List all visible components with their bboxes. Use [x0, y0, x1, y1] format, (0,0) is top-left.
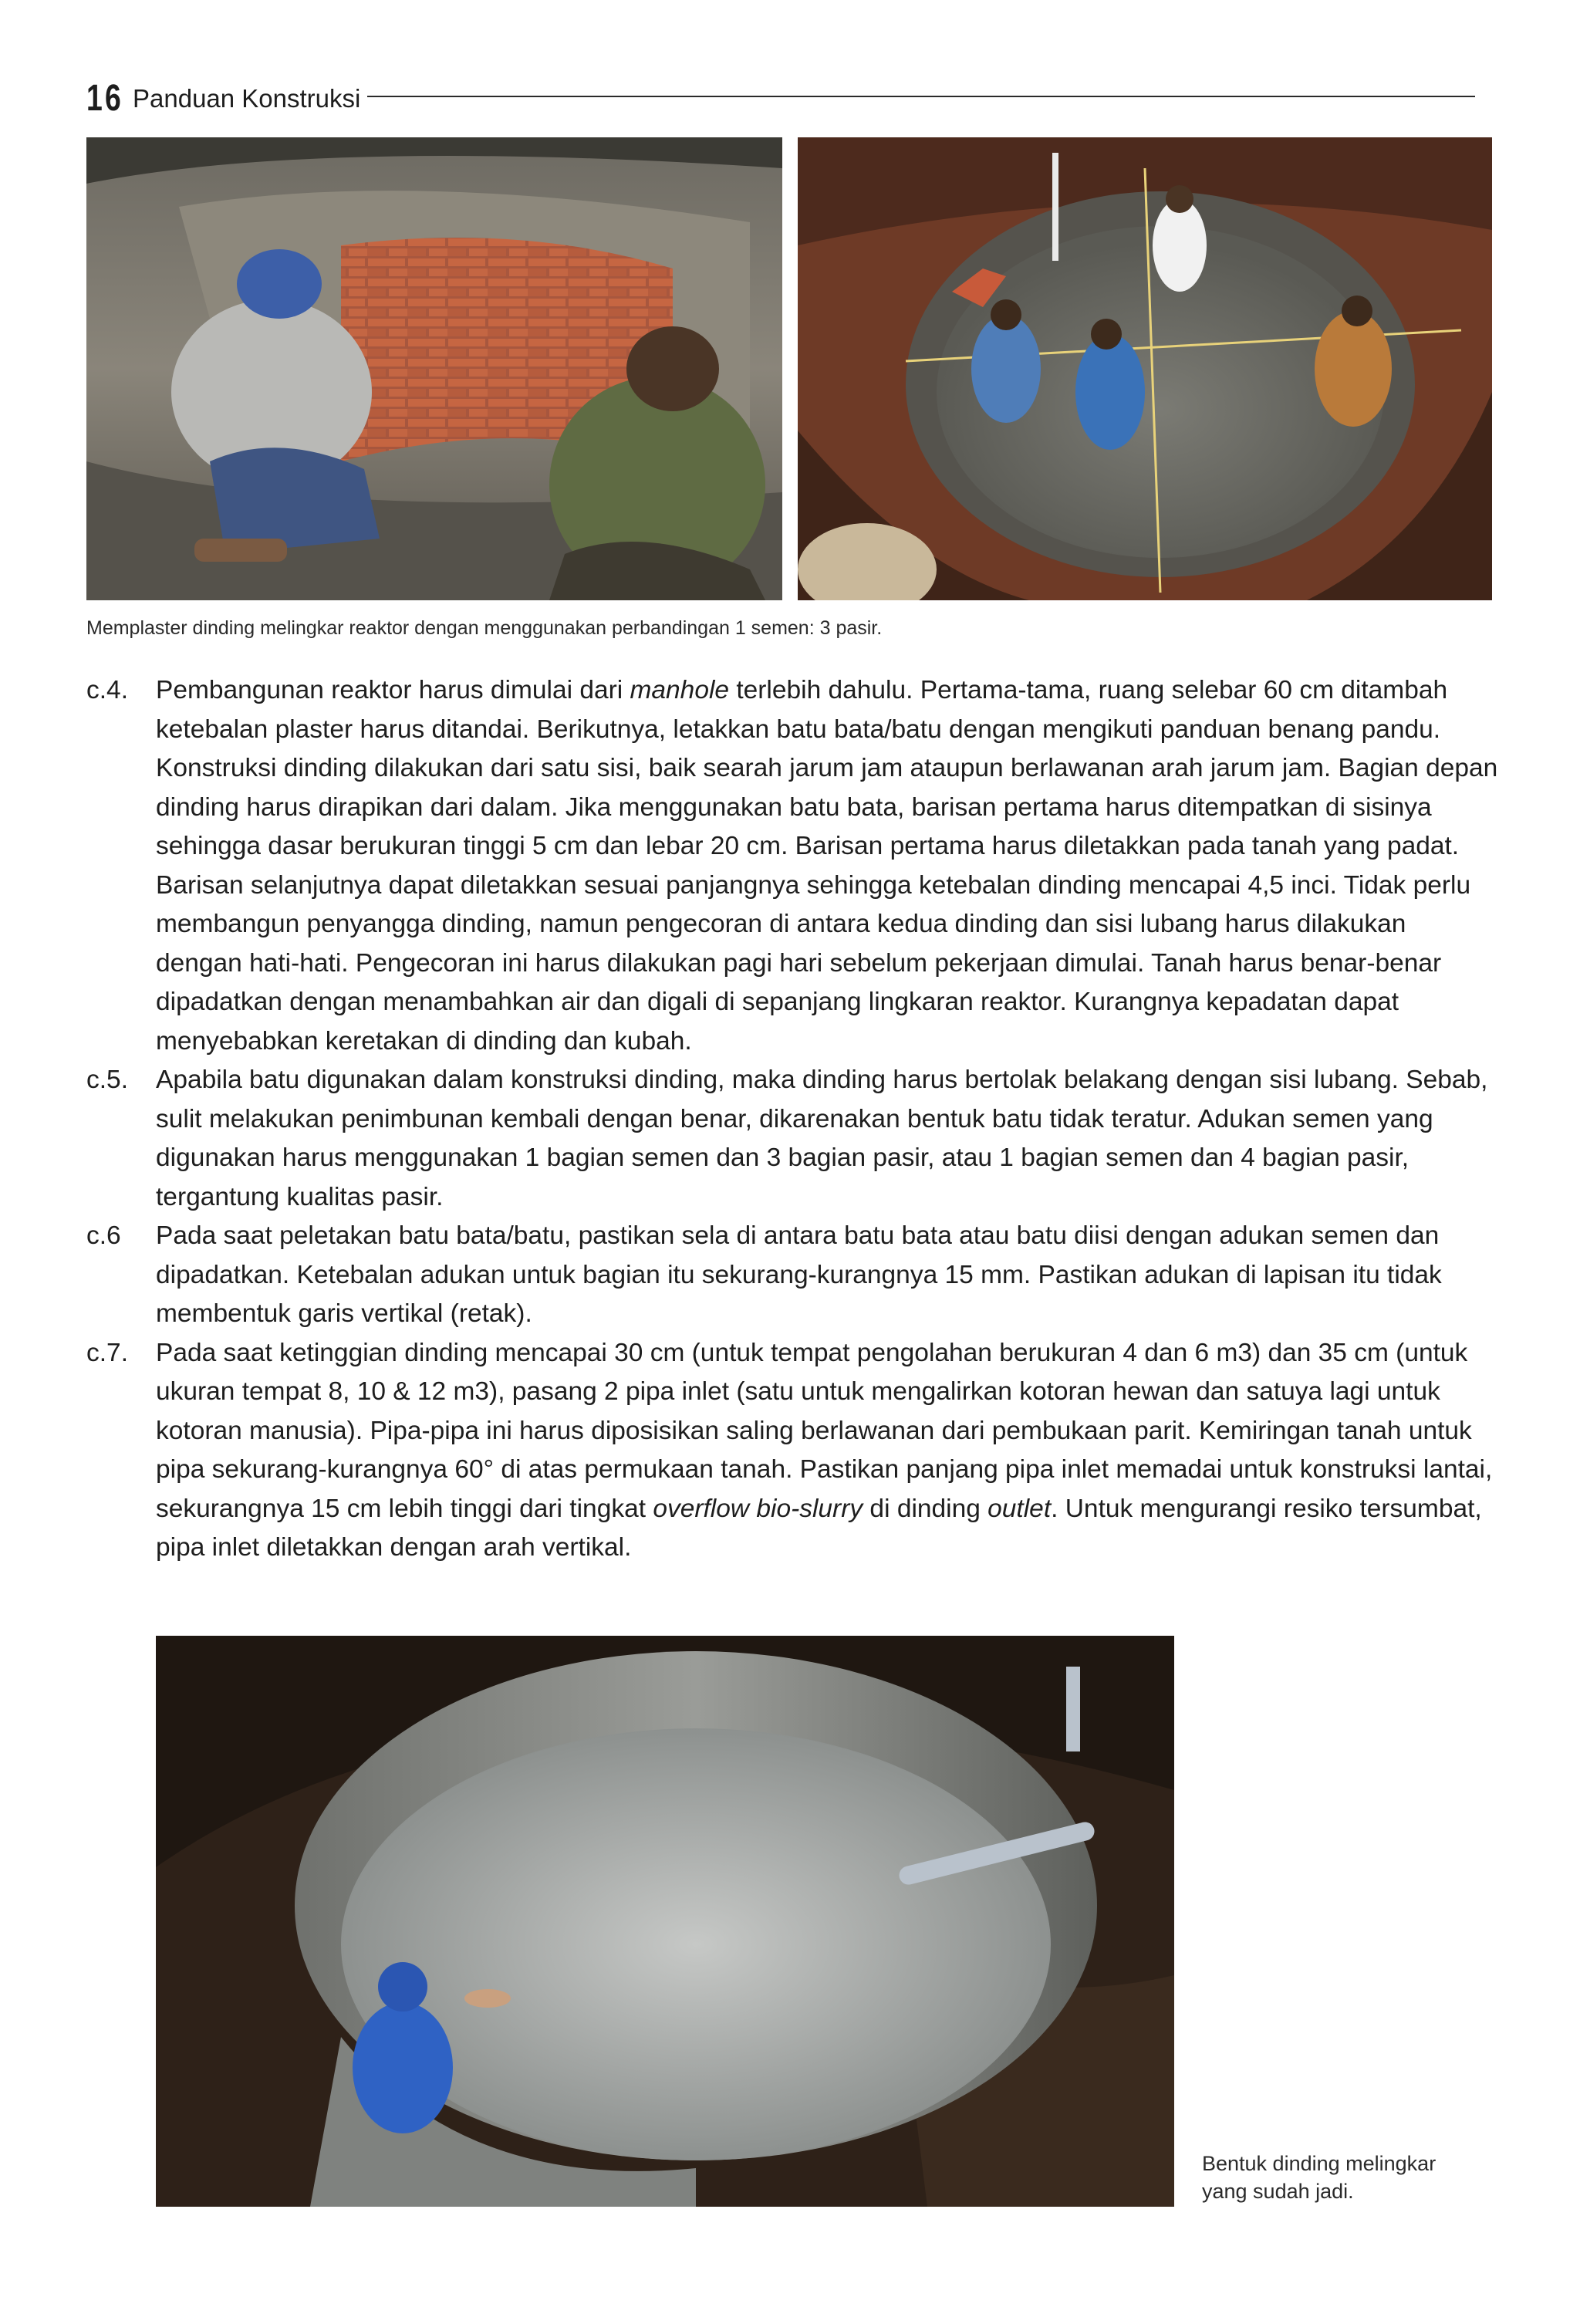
list-item-text	[156, 1217, 1498, 1334]
text-run: di dinding	[863, 1494, 988, 1523]
photo-circular-pit	[798, 137, 1492, 600]
list-item	[86, 1061, 1498, 1217]
text-run: terlebih dahulu. Pertama-tama, ruang selebar 60 cm ditambah ketebalan plaster harus ditandai. Berikutnya, letakkan batu bata/batu dengan mengikuti panduan benang pandu. Konstruksi dinding dilakukan dari satu sisi, baik searah jarum jam ataupun berlawanan arah jarum jam. Bagian depan dinding harus dirapikan dari dalam. Jika menggunakan batu bata, barisan pertama harus ditempatkan di sisinya sehingga dasar berukuran tinggi 5 cm dan lebar 20 cm. Barisan pertama harus diletakkan pada tanah yang padat. Barisan selanjutnya dapat diletakkan sesuai panjangnya sehingga ketebalan dinding mencapai 4,5 inci. Tidak perlu membangun penyangga dinding, namun pengecoran di antara kedua dinding dan sisi lubang harus dilakukan dengan hati-hati. Pengecoran ini harus dilakukan pagi hari sebelum pekerjaan dimulai. Tanah harus benar-benar dipadatkan dengan menambahkan air dan digali di sepanjang lingkaran reaktor. Kurangnya kepadatan dapat menyebabkan keretakan di dinding dan kubah.	[156, 676, 1498, 1056]
photo-plastering-wall	[86, 137, 782, 600]
list-item-number: c.4.	[86, 676, 128, 704]
list-item-number: c.7.	[86, 1338, 128, 1367]
running-title: Panduan Konstruksi	[133, 84, 361, 113]
list-item	[86, 671, 1498, 1061]
text-run: Pembangunan reaktor harus dimulai dari	[156, 676, 630, 704]
photo-caption-top: Memplaster dinding melingkar reaktor dengan menggunakan perbandingan 1 semen: 3 pasir.	[86, 617, 883, 639]
photo-finished-circular-wall	[156, 1636, 1174, 2207]
list-item-text	[156, 671, 1498, 1061]
running-header	[86, 77, 1475, 123]
header-rule	[367, 96, 1475, 97]
text-run: Pada saat ketinggian dinding mencapai 30 cm (untuk tempat pengolahan berukuran 4 dan 6 m3) dan 35 cm (untuk ukuran tempat 8, 10 & 12 m3), pasang 2 pipa inlet (satu untuk mengalirkan kotoran hewan dan satuya lagi untuk kotoran manusia). Pipa-pipa ini harus diposisikan saling berlawanan dari pembukaan parit. Kemiringan tanah untuk pipa sekurang-kurangnya 60° di atas permukaan tanah. Pastikan panjang pipa inlet memadai untuk konstruksi lantai, sekurangnya 15 cm lebih tinggi dari tingkat	[156, 1338, 1493, 1523]
page-number: 16	[86, 78, 123, 119]
photo-caption-bottom: Bentuk dinding melingkar yang sudah jadi.	[1202, 2152, 1437, 2203]
list-item-text	[156, 1061, 1498, 1217]
text-run: Apabila batu digunakan dalam konstruksi dinding, maka dinding harus bertolak belakang dengan sisi lubang. Sebab, sulit melakukan penimbunan kembali dengan benar, dikarenakan bentuk batu tidak teratur. Adukan semen yang digunakan harus menggunakan 1 bagian semen dan 3 bagian pasir, atau 1 bagian semen dan 4 bagian pasir, tergantung kualitas pasir.	[156, 1066, 1488, 1211]
text-run: . Untuk mengurangi resiko tersumbat, pipa inlet diletakkan dengan arah vertikal.	[156, 1494, 1482, 1562]
list-item-number: c.5.	[86, 1066, 128, 1094]
list-item-text	[156, 1334, 1498, 1568]
text-run: Pada saat peletakan batu bata/batu, pastikan sela di antara batu bata atau batu diisi dengan adukan semen dan dipadatkan. Ketebalan adukan untuk bagian itu sekurang-kurangnya 15 mm. Pastikan adukan di lapisan itu tidak membentuk garis vertikal (retak).	[156, 1221, 1442, 1328]
italic-term: overflow bio-slurry	[653, 1494, 863, 1523]
list-item	[86, 1217, 1498, 1334]
italic-term: outlet	[988, 1494, 1052, 1523]
construction-steps-list	[86, 671, 1498, 1568]
list-item	[86, 1334, 1498, 1568]
list-item-number: c.6	[86, 1221, 121, 1250]
italic-term: manhole	[630, 676, 730, 704]
